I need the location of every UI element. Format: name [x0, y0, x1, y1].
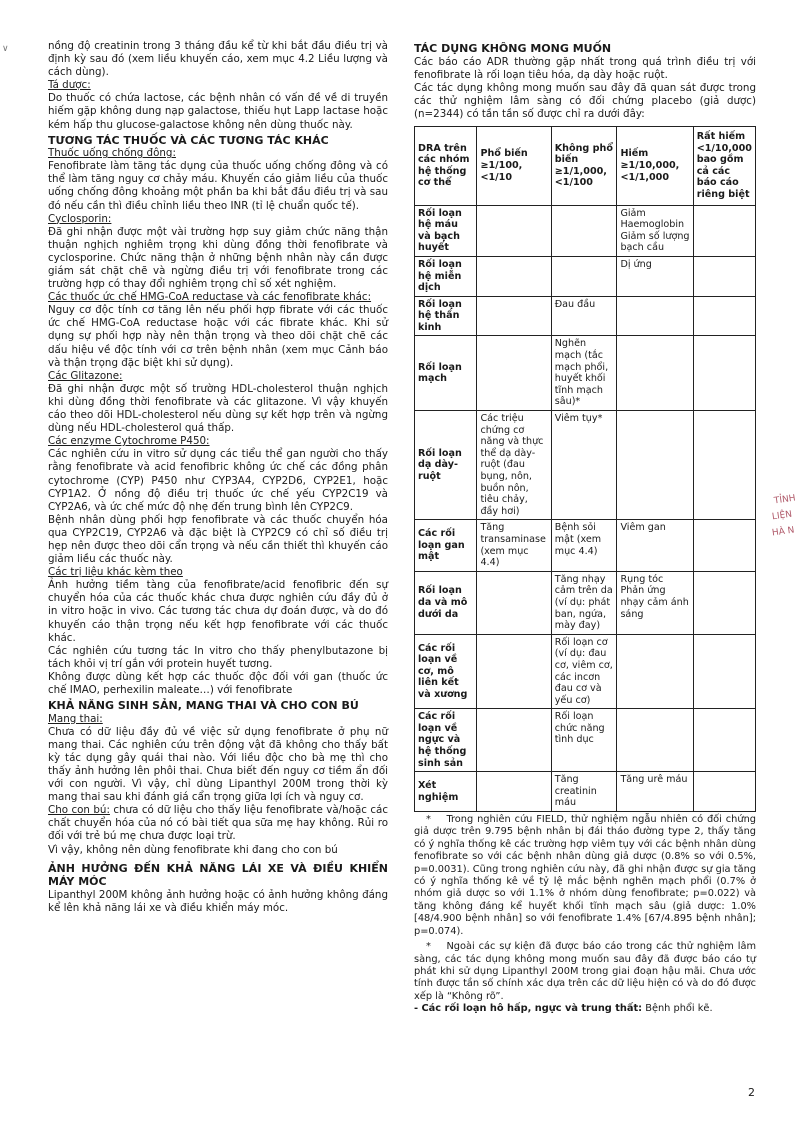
frequency-cell [477, 520, 551, 571]
paragraph: Các tác dụng không mong muốn sau đây đã quan sát được trong các thử nghiệm lâm sàng có đối chứng placebo (giả dược) (n=2344) có tần tần số được chỉ ra dưới đây: [414, 81, 756, 120]
frequency-cell [617, 256, 693, 296]
reaction-text: Giảm Haemoglobin [620, 207, 685, 231]
paragraph: Vì vậy, không nên dùng fenofibrate khi đang cho con bú [48, 843, 338, 856]
table-row [415, 709, 756, 772]
table-header-row [415, 126, 756, 205]
table-row [415, 571, 756, 634]
footnote-1 [414, 814, 756, 938]
frequency-cell [551, 256, 617, 296]
frequency-cell [693, 520, 755, 571]
reaction-text: Viêm tụy* [554, 413, 603, 425]
reaction-text: Bệnh sỏi mật (xem mục 4.4) [554, 522, 602, 557]
footnote-2 [414, 941, 756, 1003]
footnote-text: Trong nghiên cứu FIELD, thử nghiệm ngẫu nhiên có đối chứng giả dược trên 9.795 bệnh nhân bị đái tháo đường type 2, thấy tăng có ý nghĩa thống kê các trường hợp viêm tụy với các bệnh nhân dùng fenofibrate so với các bệnh nhân dùng giả dược (0.8% so với 0.5%, p=0.0031). Cũng trong nghiên cứu này, đã ghi nhận được sự gia tăng có ý nghĩa thống kê về tỷ lệ mắc bệnh nghẽn mạch phổi (0.7% ở nhóm giả dược so với 1.1% ở nhóm dùng fenofibrate; p=0.022) và tăng không đáng kể huyết khối tĩnh mạch sâu (giả dược: 1.0% [48/4.900 bệnh nhân] so với fenofibrate 1.4% [67/4.895 bệnh nhân]; p=0.074). [414, 814, 756, 937]
frequency-cell [477, 336, 551, 411]
frequency-cell [551, 634, 617, 709]
frequency-cell [477, 772, 551, 812]
footnote-marker: * [426, 814, 431, 826]
subheading-cyp450: Các enzyme Cytochrome P450: [48, 435, 210, 448]
paragraph: Không được dùng kết hợp các thuốc độc đối với gan (thuốc ức chế IMAO, perhexilin maleate…) với fenofibrate [48, 670, 388, 696]
table-header-cell: Hiếm ≥1/10,000, <1/1,000 [617, 126, 693, 205]
organ-class-cell: Rối loạn dạ dày-ruột [415, 411, 477, 520]
margin-tick-mark: ∨ [2, 44, 9, 54]
frequency-cell [477, 296, 551, 336]
frequency-cell [551, 296, 617, 336]
paragraph: Bệnh nhân dùng phối hợp fenofibrate và các thuốc chuyển hóa qua CYP2C19, CYP2A6 và đặc biệt là CYP2C9 có chỉ số điều trị hẹp nên được theo dõi cẩn trọng và nếu cần thiết thì khuyến cáo giảm liều các thuốc này. [48, 513, 388, 566]
frequency-cell [477, 571, 551, 634]
reaction-text: Các triệu chứng cơ năng và thực thể dạ dày-ruột (đau bụng, nôn, buồn nôn, tiêu chảy, đầy hơi) [480, 413, 544, 517]
paragraph-breastfeeding [48, 804, 388, 843]
stamp-text: LIỆN [771, 509, 793, 523]
frequency-cell [617, 336, 693, 411]
frequency-cell [693, 256, 755, 296]
footnote-text: Ngoài các sự kiện đã được báo cáo trong các thử nghiệm lâm sàng, các tác dụng không mong muốn sau đây đã được báo cáo tự phát khi sử dụng Lipanthyl 200M trong giai đoạn hậu mãi. Chưa ước tính được tần số chính xác dựa trên các dữ liệu hiện có và do đó được xếp là “Không rõ”. [414, 941, 756, 1002]
organ-class-cell: Rối loạn da và mô dưới da [415, 571, 477, 634]
respiratory-label: - Các rối loạn hô hấp, ngực và trung thất: [414, 1003, 643, 1015]
table-row [415, 520, 756, 571]
frequency-cell [477, 634, 551, 709]
table-row [415, 336, 756, 411]
paragraph: Các nghiên cứu in vitro sử dụng các tiểu thể gan người cho thấy rằng fenofibrate và acid fenofibric không ức chế các đồng phân cytochrome (CYP) P450 như CYP3A4, CYP2D6, CYP2E1, hoặc CYP1A2. Ở nồng độ điều trị thuốc ức chế yếu CYP2C19 và CYP2A6, và ức chế mức độ nhẹ đến trung bình lên CYP2C9. [48, 448, 388, 513]
subheading-anticoagulant: Thuốc uống chống đông: [48, 147, 176, 160]
page-number: 2 [748, 1086, 755, 1099]
reaction-text: Giảm số lượng bạch cầu [620, 230, 690, 254]
frequency-cell [551, 336, 617, 411]
subheading-breastfeeding: Cho con bú: [48, 804, 110, 817]
table-header-cell: Không phổ biến ≥1/1,000, <1/100 [551, 126, 617, 205]
section-heading-pregnancy: KHẢ NĂNG SINH SẢN, MANG THAI VÀ CHO CON BÚ [48, 699, 359, 713]
reaction-text: Rối loạn chức năng tình dục [554, 711, 605, 746]
reaction-text: Viêm gan [620, 522, 666, 534]
table-row [415, 634, 756, 709]
subheading-glitazone: Các Glitazone: [48, 369, 123, 382]
frequency-cell [693, 411, 755, 520]
organ-class-cell: Rối loạn mạch [415, 336, 477, 411]
paragraph: Đã ghi nhận được một vài trường hợp suy giảm chức năng thận thuận nghịch nghiêm trọng khi dùng đồng thời fenofibrate và cyclosporine. Chức năng thận ở những bệnh nhân này cần được giám sát chặt chẽ và ngừng điều trị với fenofibrate trong các trường hợp có thay đổi nghiêm trọng chỉ số xét nghiệm. [48, 225, 388, 291]
subheading-hmg-coa: Các thuốc ức chế HMG-CoA reductase và các fenofibrate khác: [48, 291, 372, 304]
paragraph: Ảnh hưởng tiềm tàng của fenofibrate/acid fenofibric đến sự chuyển hóa của các thuốc khác chưa được nghiên cứu đầy đủ ở in vitro hoặc in vivo. Các tương tác chưa dự đoán được, và do đó khuyến cáo thận trọng nếu kết hợp fenofibrate với các thuốc khác. [48, 579, 388, 644]
section-heading-interactions: TƯƠNG TÁC THUỐC VÀ CÁC TƯƠNG TÁC KHÁC [48, 133, 329, 147]
left-column [48, 40, 388, 915]
paragraph: Các báo cáo ADR thường gặp nhất trong quá trình điều trị với fenofibrate là rối loạn tiêu hóa, dạ dày hoặc ruột. [414, 55, 756, 81]
frequency-cell [693, 296, 755, 336]
frequency-cell [477, 256, 551, 296]
frequency-cell [617, 205, 693, 256]
frequency-cell [693, 634, 755, 709]
organ-class-cell: Rối loạn hệ miễn dịch [415, 256, 477, 296]
frequency-cell [693, 336, 755, 411]
organ-class-cell: Rối loạn hệ thần kinh [415, 296, 477, 336]
frequency-cell [551, 520, 617, 571]
frequency-cell [477, 205, 551, 256]
reaction-text: Dị ứng [620, 258, 652, 270]
table-row [415, 296, 756, 336]
frequency-cell [617, 634, 693, 709]
respiratory-note [414, 1003, 756, 1015]
stamp-text: HÀ N [771, 525, 796, 539]
reaction-text: Rụng tóc [620, 573, 664, 585]
footnote-marker: * [426, 941, 431, 953]
frequency-cell [551, 709, 617, 772]
table-header-cell: Phổ biến ≥1/100, <1/10 [477, 126, 551, 205]
stamp-fragment [768, 475, 800, 595]
table-header-cell: Rất hiếm <1/10,000 bao gồm cả các báo cáo riêng biệt [693, 126, 755, 205]
frequency-cell [551, 772, 617, 812]
frequency-cell [551, 205, 617, 256]
frequency-cell [693, 571, 755, 634]
frequency-cell [477, 411, 551, 520]
frequency-cell [477, 709, 551, 772]
organ-class-cell: Các rối loạn gan mật [415, 520, 477, 571]
frequency-cell [617, 296, 693, 336]
section-heading-adverse-effects: TÁC DỤNG KHÔNG MONG MUỐN [414, 42, 612, 55]
reaction-text: Tăng transaminase (xem mục 4.4) [480, 522, 546, 569]
subheading-cyclosporin: Cyclosporin: [48, 212, 112, 225]
adverse-reactions-table [414, 126, 756, 812]
table-header-cell: DRA trên các nhóm hệ thống cơ thể [415, 126, 477, 205]
reaction-text: Tăng creatinin máu [554, 774, 597, 809]
paragraph: Lipanthyl 200M không ảnh hưởng hoặc có ảnh hưởng không đáng kể lên khả năng lái xe và điều khiển máy móc. [48, 888, 388, 914]
paragraph: Do thuốc có chứa lactose, các bệnh nhân có vấn đề về di truyền hiếm gặp không dung nạp galactose, thiếu hụt Lapp lactase hoặc kém hấp thu glucose-galactose không nên dùng thuốc này. [48, 92, 388, 131]
table-row [415, 205, 756, 256]
subheading-pregnancy: Mang thai: [48, 712, 103, 725]
stamp-text: TỈNH [773, 493, 797, 507]
organ-class-cell: Xét nghiệm [415, 772, 477, 812]
paragraph: nồng độ creatinin trong 3 tháng đầu kể từ khi bắt đầu điều trị và định kỳ sau đó (xem liều khuyến cáo, xem mục 4.2 Liều lượng và cách dùng). [48, 40, 388, 79]
frequency-cell [617, 772, 693, 812]
breastfeeding-text: chưa có dữ liệu cho thấy liệu fenofibrate và/hoặc các chất chuyển hóa của nó có bài tiết qua sữa mẹ hay không. Rủi ro đối với trẻ bú mẹ chưa được loại trừ. [48, 804, 388, 843]
reaction-text: Rối loạn cơ (ví dụ: đau cơ, viêm cơ, các incơn đau cơ và yếu cơ) [554, 636, 613, 706]
frequency-cell [693, 772, 755, 812]
paragraph: Chưa có dữ liệu đầy đủ về việc sử dụng fenofibrate ở phụ nữ mang thai. Các nghiên cứu trên động vật đã không cho thấy bất kỳ tác dụng gây quái thai nào. Với liều độc cho bà mẹ thì cho thấy ảnh hưởng lên phôi thai. Chưa biết đến nguy cơ tiềm ẩn đối với con người. Vì vậy, chỉ dùng Lipanthyl 200M trong thời kỳ mang thai sau khi đánh giá cẩn trọng giữa lợi ích và nguy cơ. [48, 725, 388, 804]
paragraph: Các nghiên cứu tương tác In vitro cho thấy phenylbutazone bị tách khỏi vị trí gắn với protein huyết tương. [48, 644, 388, 670]
frequency-cell [693, 709, 755, 772]
table-row [415, 256, 756, 296]
paragraph: Fenofibrate làm tăng tác dụng của thuốc uống chống đông và có thể làm tăng nguy cơ chảy máu. Khuyến cáo giảm liều của thuốc uống chống đông khoảng một phần ba khi bắt đầu điều trị và sau đó nếu cần thì điều chỉnh liều theo INR (tỉ lệ chuẩn quốc tế). [48, 160, 388, 212]
reaction-text: Nghẽn mạch (tắc mạch phổi, huyết khối tĩnh mạch sâu)* [554, 338, 609, 408]
right-column [414, 40, 756, 1016]
organ-class-cell: Các rối loạn về cơ, mô liên kết và xương [415, 634, 477, 709]
frequency-cell [617, 571, 693, 634]
frequency-cell [693, 205, 755, 256]
reaction-text: Tăng nhạy cảm trên da (ví dụ: phát ban, ngứa, mày đay) [554, 573, 613, 632]
paragraph: Đã ghi nhận được một số trường HDL-cholesterol thuận nghịch khi dùng đồng thời fenofibrate và các glitazone. Vì vậy khuyến cáo theo dõi HDL-cholesterol nếu dùng sự kết hợp trên và ngừng dùng nếu HDL-cholesterol quá thấp. [48, 382, 388, 435]
organ-class-cell: Rối loạn hệ máu và bạch huyết [415, 205, 477, 256]
subheading-excipient: Tá dược: [48, 79, 91, 92]
section-heading-driving: ẢNH HƯỞNG ĐẾN KHẢ NĂNG LÁI XE VÀ ĐIỀU KHIỂN MÁY MÓC [48, 861, 388, 889]
frequency-cell [551, 411, 617, 520]
frequency-cell [617, 520, 693, 571]
frequency-cell [617, 411, 693, 520]
paragraph: Nguy cơ độc tính cơ tăng lên nếu phối hợp fibrate với các thuốc ức chế HMG-CoA reductase hoặc với các fibrate khác. Khi sử dụng sự phối hợp này nên thận trọng và theo dõi chặt chẽ các dấu hiệu về độc tính với cơ trên bệnh nhân (xem mục Cảnh báo và thận trọng đặc biệt khi sử dụng). [48, 304, 388, 369]
organ-class-cell: Các rối loạn về ngực và hệ thống sinh sản [415, 709, 477, 772]
subheading-other-therapies: Các trị liệu khác kèm theo [48, 566, 183, 579]
table-row [415, 772, 756, 812]
reaction-text: Tăng urê máu [620, 774, 688, 786]
frequency-cell [551, 571, 617, 634]
reaction-text: Đau đầu [554, 298, 596, 310]
reaction-text: Phản ứng nhạy cảm ánh sáng [620, 585, 689, 620]
table-row [415, 411, 756, 520]
respiratory-text: Bệnh phổi kẽ. [642, 1003, 713, 1015]
frequency-cell [617, 709, 693, 772]
